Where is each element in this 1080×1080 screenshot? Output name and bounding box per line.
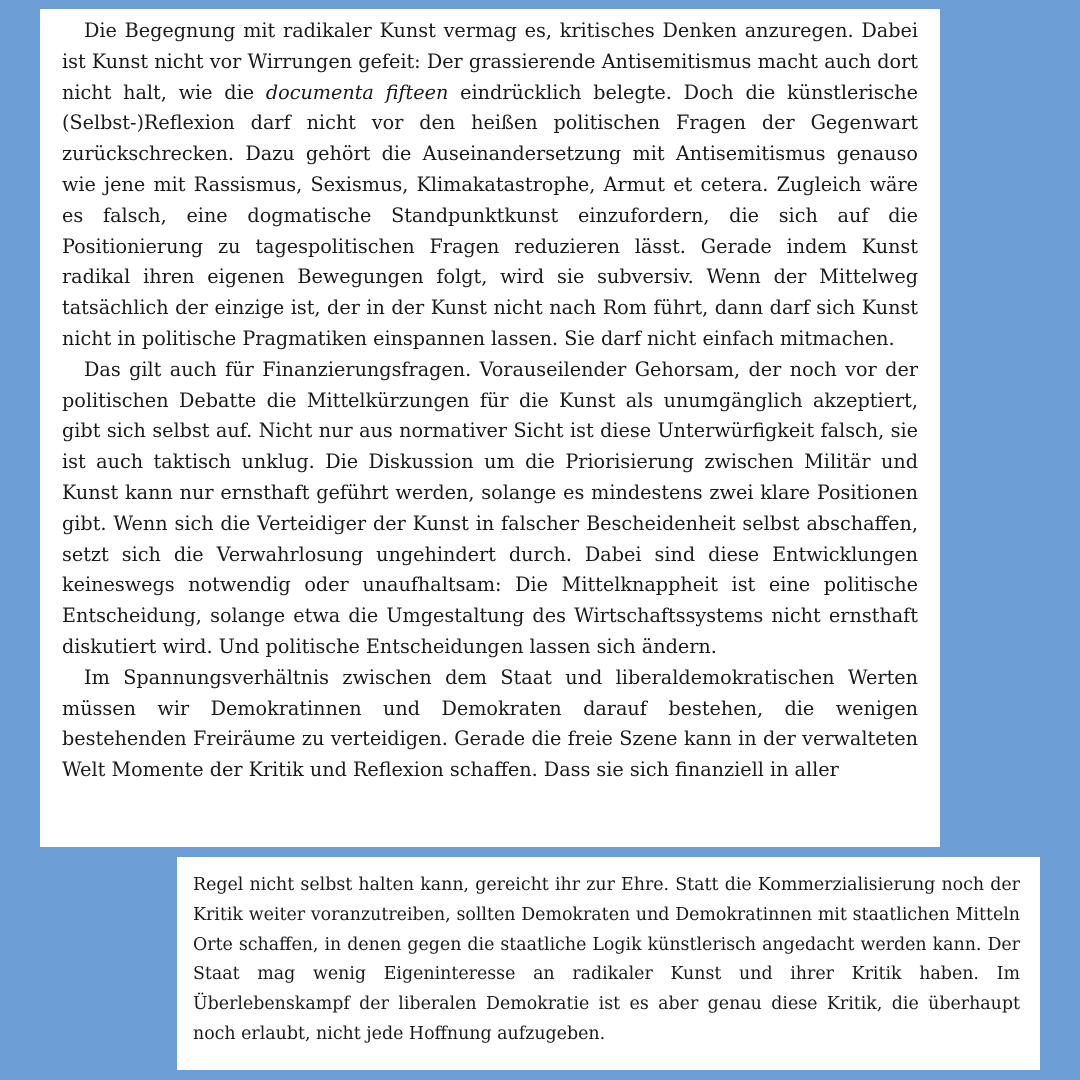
text-panel-main xyxy=(40,9,940,847)
paragraph-1-title-emphasis: documenta fifteen xyxy=(265,80,449,104)
paragraph-2: Das gilt auch für Finanzierungsfragen. Vorauseilender Gehorsam, der noch vor der politischen Debatte die Mittelkürzungen für die Kunst als unumgänglich akzeptiert, gibt sich selbst auf. Nicht nur aus normativer Sicht ist diese Unterwürfigkeit falsch, sie ist auch taktisch unklug. Die Diskussion um die Priorisierung zwischen Militär und Kunst kann nur ernsthaft geführt werden, solange es mindestens zwei klare Positionen gibt. Wenn sich die Verteidiger der Kunst in falscher Bescheidenheit selbst abschaffen, setzt sich die Verwahrlosung ungehindert durch. Dabei sind diese Entwicklungen keineswegs notwendig oder unaufhaltsam: Die Mittelknappheit ist eine politische Entscheidung, solange etwa die Umgestaltung des Wirtschaftssystems nicht ernsthaft diskutiert wird. Und politische Entscheidungen lassen sich ändern. xyxy=(62,357,918,658)
text-panel-continuation xyxy=(177,857,1040,1070)
paragraph-1-text-before: Die Begegnung mit radikaler Kunst vermag es, kritisches Denken anzuregen. Dabei ist Kunst nicht vor Wirrungen gefeit: Der grassierende Antisemitismus macht auch dort nicht halt, wie die xyxy=(62,19,918,104)
paragraph-1-text-after: eindrücklich belegte. Doch die künstlerische (Selbst-)Reflexion darf nicht vor den heißen politischen Fragen der Gegenwart zurückschrecken. Dazu gehört die Auseinandersetzung mit Antisemitismus genauso wie jene mit Rassismus, Sexismus, Klimakatastrophe, Armut et cetera. Zugleich wäre es falsch, eine dogmatische Standpunktkunst einzufordern, die sich auf die Positionierung zu tagespolitischen Fragen reduzieren lässt. Gerade indem Kunst radikal ihren eigenen Bewegungen folgt, wird sie subversiv. Wenn der Mittelweg tatsächlich der einzige ist, der in der Kunst nicht nach Rom führt, dann darf sich Kunst nicht in politische Pragmatiken einspannen lassen. Sie darf nicht einfach mitmachen. xyxy=(62,80,918,350)
paragraph-continuation: Regel nicht selbst halten kann, gereicht ihr zur Ehre. Statt die Kommerzialisierung noch der Kritik weiter voranzutreiben, sollten Demokraten und Demokratinnen mit staatlichen Mitteln Orte schaffen, in denen gegen die staatliche Logik künstlerisch angedacht werden kann. Der Staat mag wenig Eigeninteresse an radikaler Kunst und ihrer Kritik haben. Im Überlebenskampf der liberalen Demokratie ist es aber genau diese Kritik, die überhaupt noch erlaubt, nicht jede Hoffnung aufzugeben. xyxy=(193,875,1020,1044)
paragraph-1 xyxy=(62,16,918,355)
paragraph-3: Im Spannungsverhältnis zwischen dem Staat und liberaldemokratischen Werten müssen wir Demokratinnen und Demokraten darauf bestehen, die wenigen bestehenden Freiräume zu verteidigen. Gerade die freie Szene kann in der verwalteten Welt Momente der Kritik und Reflexion schaffen. Dass sie sich finanziell in aller xyxy=(62,665,918,782)
